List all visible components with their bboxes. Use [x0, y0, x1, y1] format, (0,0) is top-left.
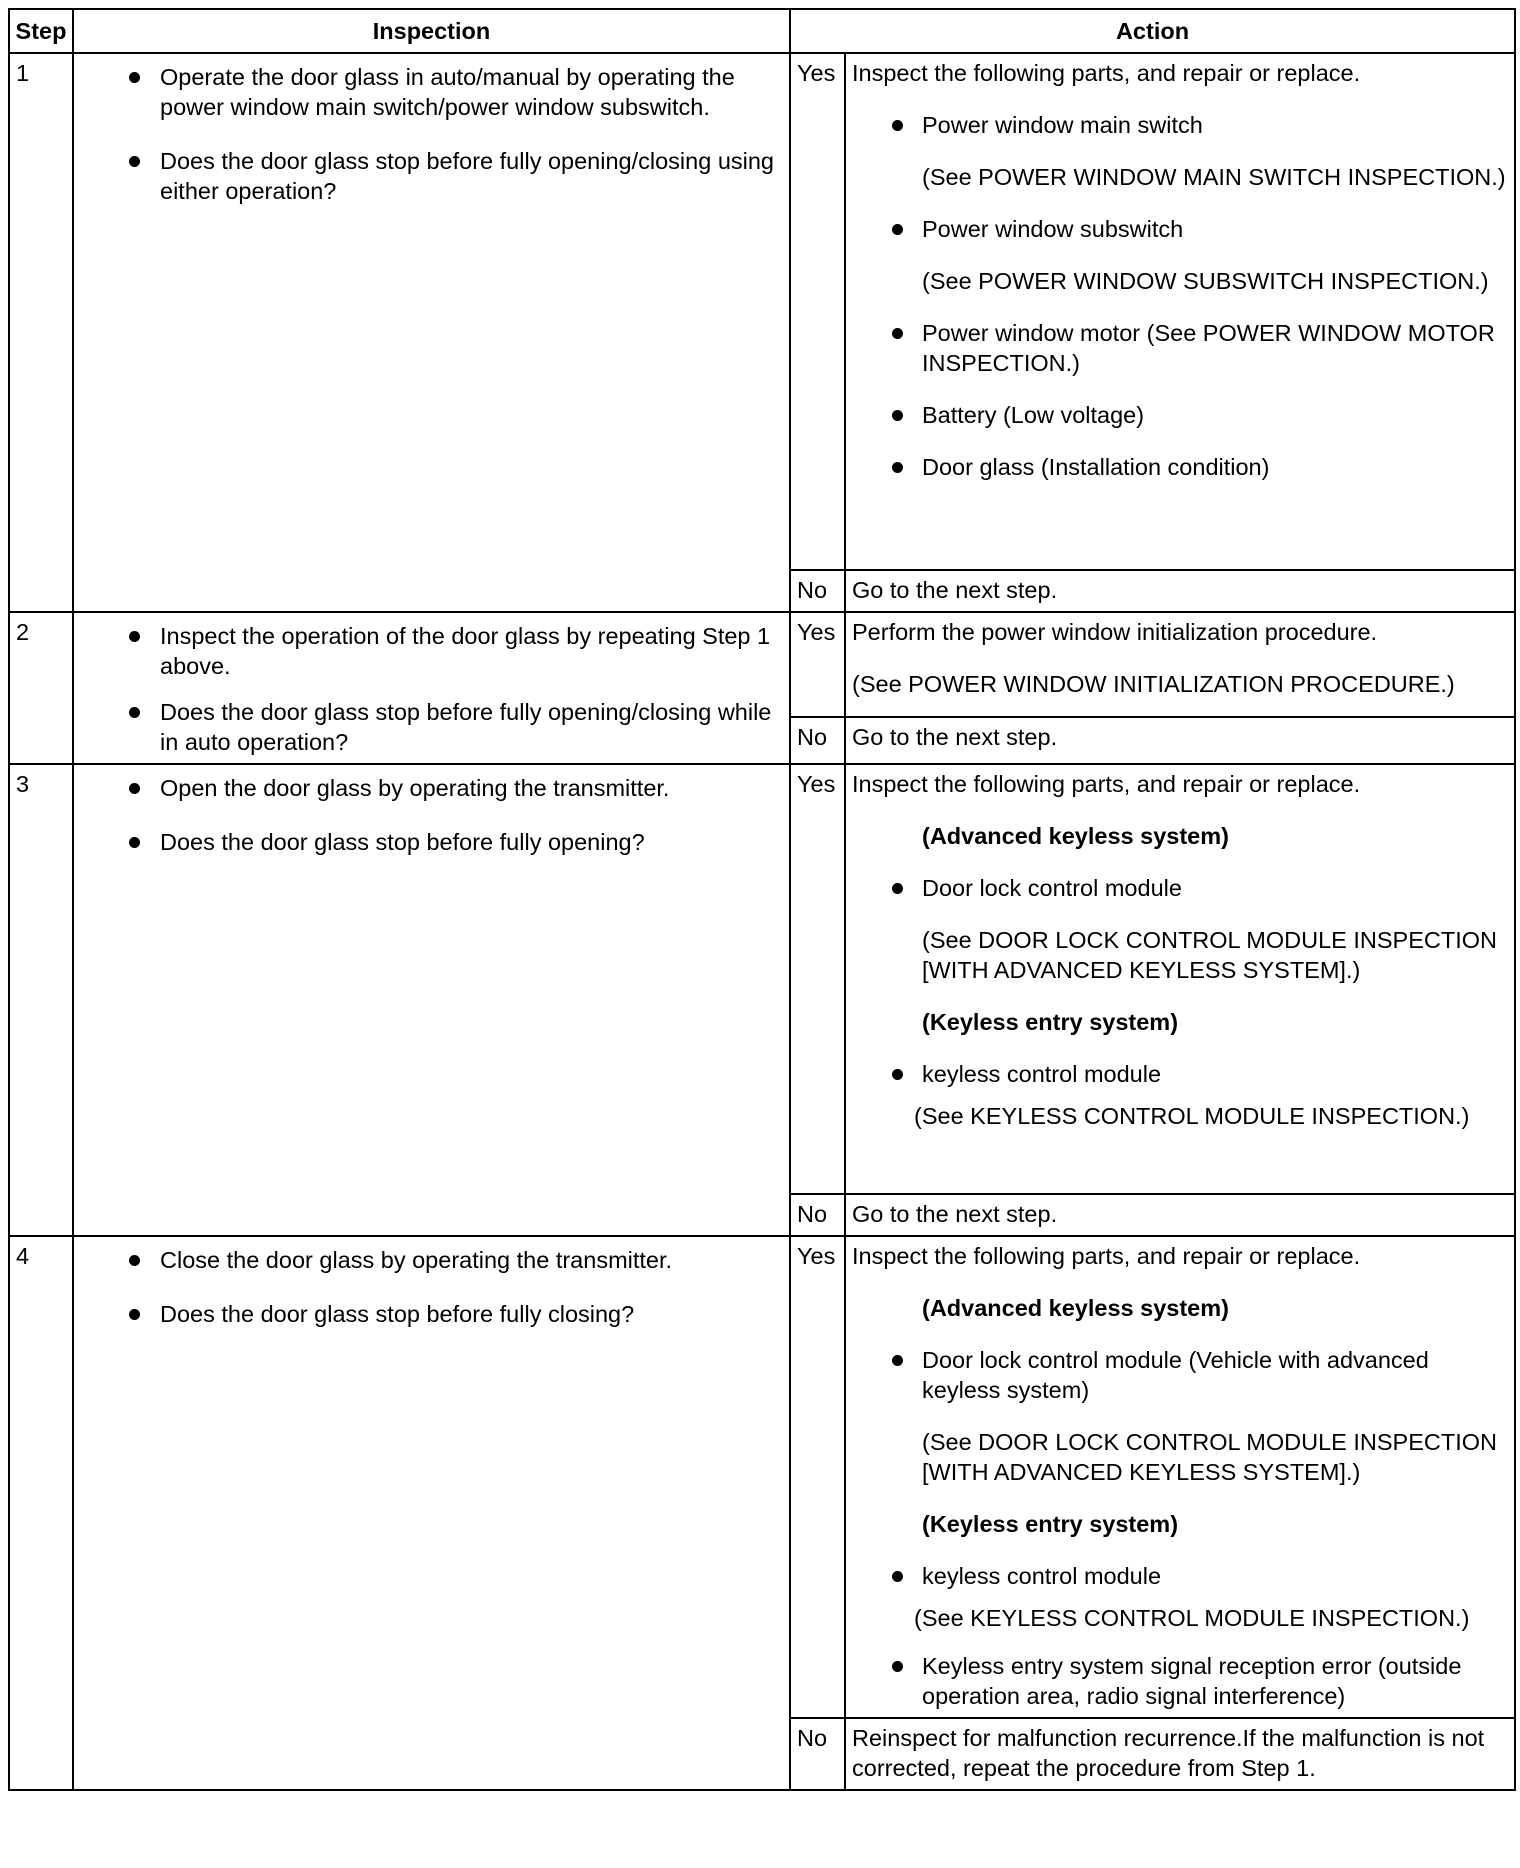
action-item: Power window motor (See POWER WINDOW MOTOR INSPECTION.)	[922, 318, 1508, 378]
bullet-icon	[892, 1069, 903, 1080]
step-4-yes-action	[845, 1236, 1515, 1718]
bullet-icon	[129, 631, 140, 642]
header-row	[9, 9, 1515, 53]
step-2-yes-row	[9, 612, 1515, 717]
step-3-yes-label: Yes	[790, 764, 845, 1194]
action-item: Keyless entry system signal reception error (outside operation area, radio signal interference)	[922, 1651, 1508, 1711]
step-4-no-label: No	[790, 1718, 845, 1790]
action-item: keyless control module	[922, 1561, 1508, 1591]
step-1-yes-action	[845, 53, 1515, 570]
action-item: Door lock control module (Vehicle with advanced keyless system)	[922, 1345, 1508, 1405]
step-4-number: 4	[9, 1236, 73, 1790]
action-item: Battery (Low voltage)	[922, 400, 1508, 430]
bullet-icon	[892, 883, 903, 894]
action-item: keyless control module	[922, 1059, 1508, 1089]
step-3-inspection-item: Open the door glass by operating the transmitter.	[160, 773, 783, 803]
step-1-inspection-item: Operate the door glass in auto/manual by operating the power window main switch/power window subswitch.	[160, 62, 783, 122]
bullet-icon	[892, 1355, 903, 1366]
action-heading: (Keyless entry system)	[922, 1511, 1179, 1537]
step-3-yes-row	[9, 764, 1515, 1194]
step-4-inspection-item: Does the door glass stop before fully closing?	[160, 1299, 783, 1329]
bullet-icon	[129, 72, 140, 83]
step-2-no-action: Go to the next step.	[845, 717, 1515, 764]
bullet-icon	[129, 156, 140, 167]
step-2-yes-action	[845, 612, 1515, 717]
step-1-no-action: Go to the next step.	[845, 570, 1515, 612]
bullet-icon	[892, 410, 903, 421]
bullet-icon	[129, 707, 140, 718]
action-item: Door lock control module	[922, 873, 1508, 903]
header-step: Step	[9, 9, 73, 53]
step-2-no-label: No	[790, 717, 845, 764]
action-intro: Inspect the following parts, and repair or replace.	[852, 60, 1361, 86]
bullet-icon	[129, 1255, 140, 1266]
step-1-inspection	[73, 53, 790, 612]
step-1-yes-label: Yes	[790, 53, 845, 570]
action-reference: (See POWER WINDOW SUBSWITCH INSPECTION.)	[922, 268, 1489, 294]
action-reference: (See KEYLESS CONTROL MODULE INSPECTION.)	[914, 1103, 1470, 1129]
bullet-icon	[892, 1661, 903, 1672]
step-1-inspection-item: Does the door glass stop before fully opening/closing using either operation?	[160, 146, 783, 206]
action-reference: (See DOOR LOCK CONTROL MODULE INSPECTION [WITH ADVANCED KEYLESS SYSTEM].)	[922, 927, 1497, 983]
action-reference: (See KEYLESS CONTROL MODULE INSPECTION.)	[914, 1605, 1470, 1631]
step-2-yes-label: Yes	[790, 612, 845, 717]
step-4-yes-row	[9, 1236, 1515, 1718]
bullet-icon	[892, 1571, 903, 1582]
step-2-inspection	[73, 612, 790, 764]
action-reference: (See POWER WINDOW MAIN SWITCH INSPECTION.)	[922, 164, 1506, 190]
action-heading: (Advanced keyless system)	[922, 1295, 1229, 1321]
step-3-no-label: No	[790, 1194, 845, 1236]
bullet-icon	[129, 783, 140, 794]
step-4-no-action: Reinspect for malfunction recurrence.If the malfunction is not corrected, repeat the procedure from Step 1.	[845, 1718, 1515, 1790]
step-3-inspection-item: Does the door glass stop before fully opening?	[160, 827, 783, 857]
action-intro: Inspect the following parts, and repair or replace.	[852, 1243, 1361, 1269]
step-1-number: 1	[9, 53, 73, 612]
step-1-no-label: No	[790, 570, 845, 612]
action-reference: (See DOOR LOCK CONTROL MODULE INSPECTION [WITH ADVANCED KEYLESS SYSTEM].)	[922, 1429, 1497, 1485]
action-reference: (See POWER WINDOW INITIALIZATION PROCEDURE.)	[852, 671, 1455, 697]
action-heading: (Keyless entry system)	[922, 1009, 1179, 1035]
step-1-yes-row	[9, 53, 1515, 570]
bullet-icon	[892, 224, 903, 235]
action-intro: Perform the power window initialization procedure.	[852, 619, 1378, 645]
step-4-inspection-item: Close the door glass by operating the transmitter.	[160, 1245, 783, 1275]
bullet-icon	[892, 120, 903, 131]
action-intro: Inspect the following parts, and repair or replace.	[852, 771, 1361, 797]
step-3-no-action: Go to the next step.	[845, 1194, 1515, 1236]
step-4-yes-label: Yes	[790, 1236, 845, 1718]
bullet-icon	[892, 462, 903, 473]
action-item: Power window subswitch	[922, 214, 1508, 244]
header-inspection: Inspection	[73, 9, 790, 53]
step-2-number: 2	[9, 612, 73, 764]
bullet-icon	[129, 837, 140, 848]
step-4-inspection	[73, 1236, 790, 1790]
troubleshooting-table	[8, 8, 1516, 1791]
header-action: Action	[790, 9, 1515, 53]
step-2-inspection-item: Inspect the operation of the door glass by repeating Step 1 above.	[160, 621, 783, 681]
action-item: Power window main switch	[922, 110, 1508, 140]
bullet-icon	[892, 328, 903, 339]
action-item: Door glass (Installation condition)	[922, 452, 1508, 482]
step-3-number: 3	[9, 764, 73, 1236]
action-heading: (Advanced keyless system)	[922, 823, 1229, 849]
step-3-inspection	[73, 764, 790, 1236]
step-2-inspection-item: Does the door glass stop before fully opening/closing while in auto operation?	[160, 697, 783, 757]
bullet-icon	[129, 1309, 140, 1320]
step-3-yes-action	[845, 764, 1515, 1194]
